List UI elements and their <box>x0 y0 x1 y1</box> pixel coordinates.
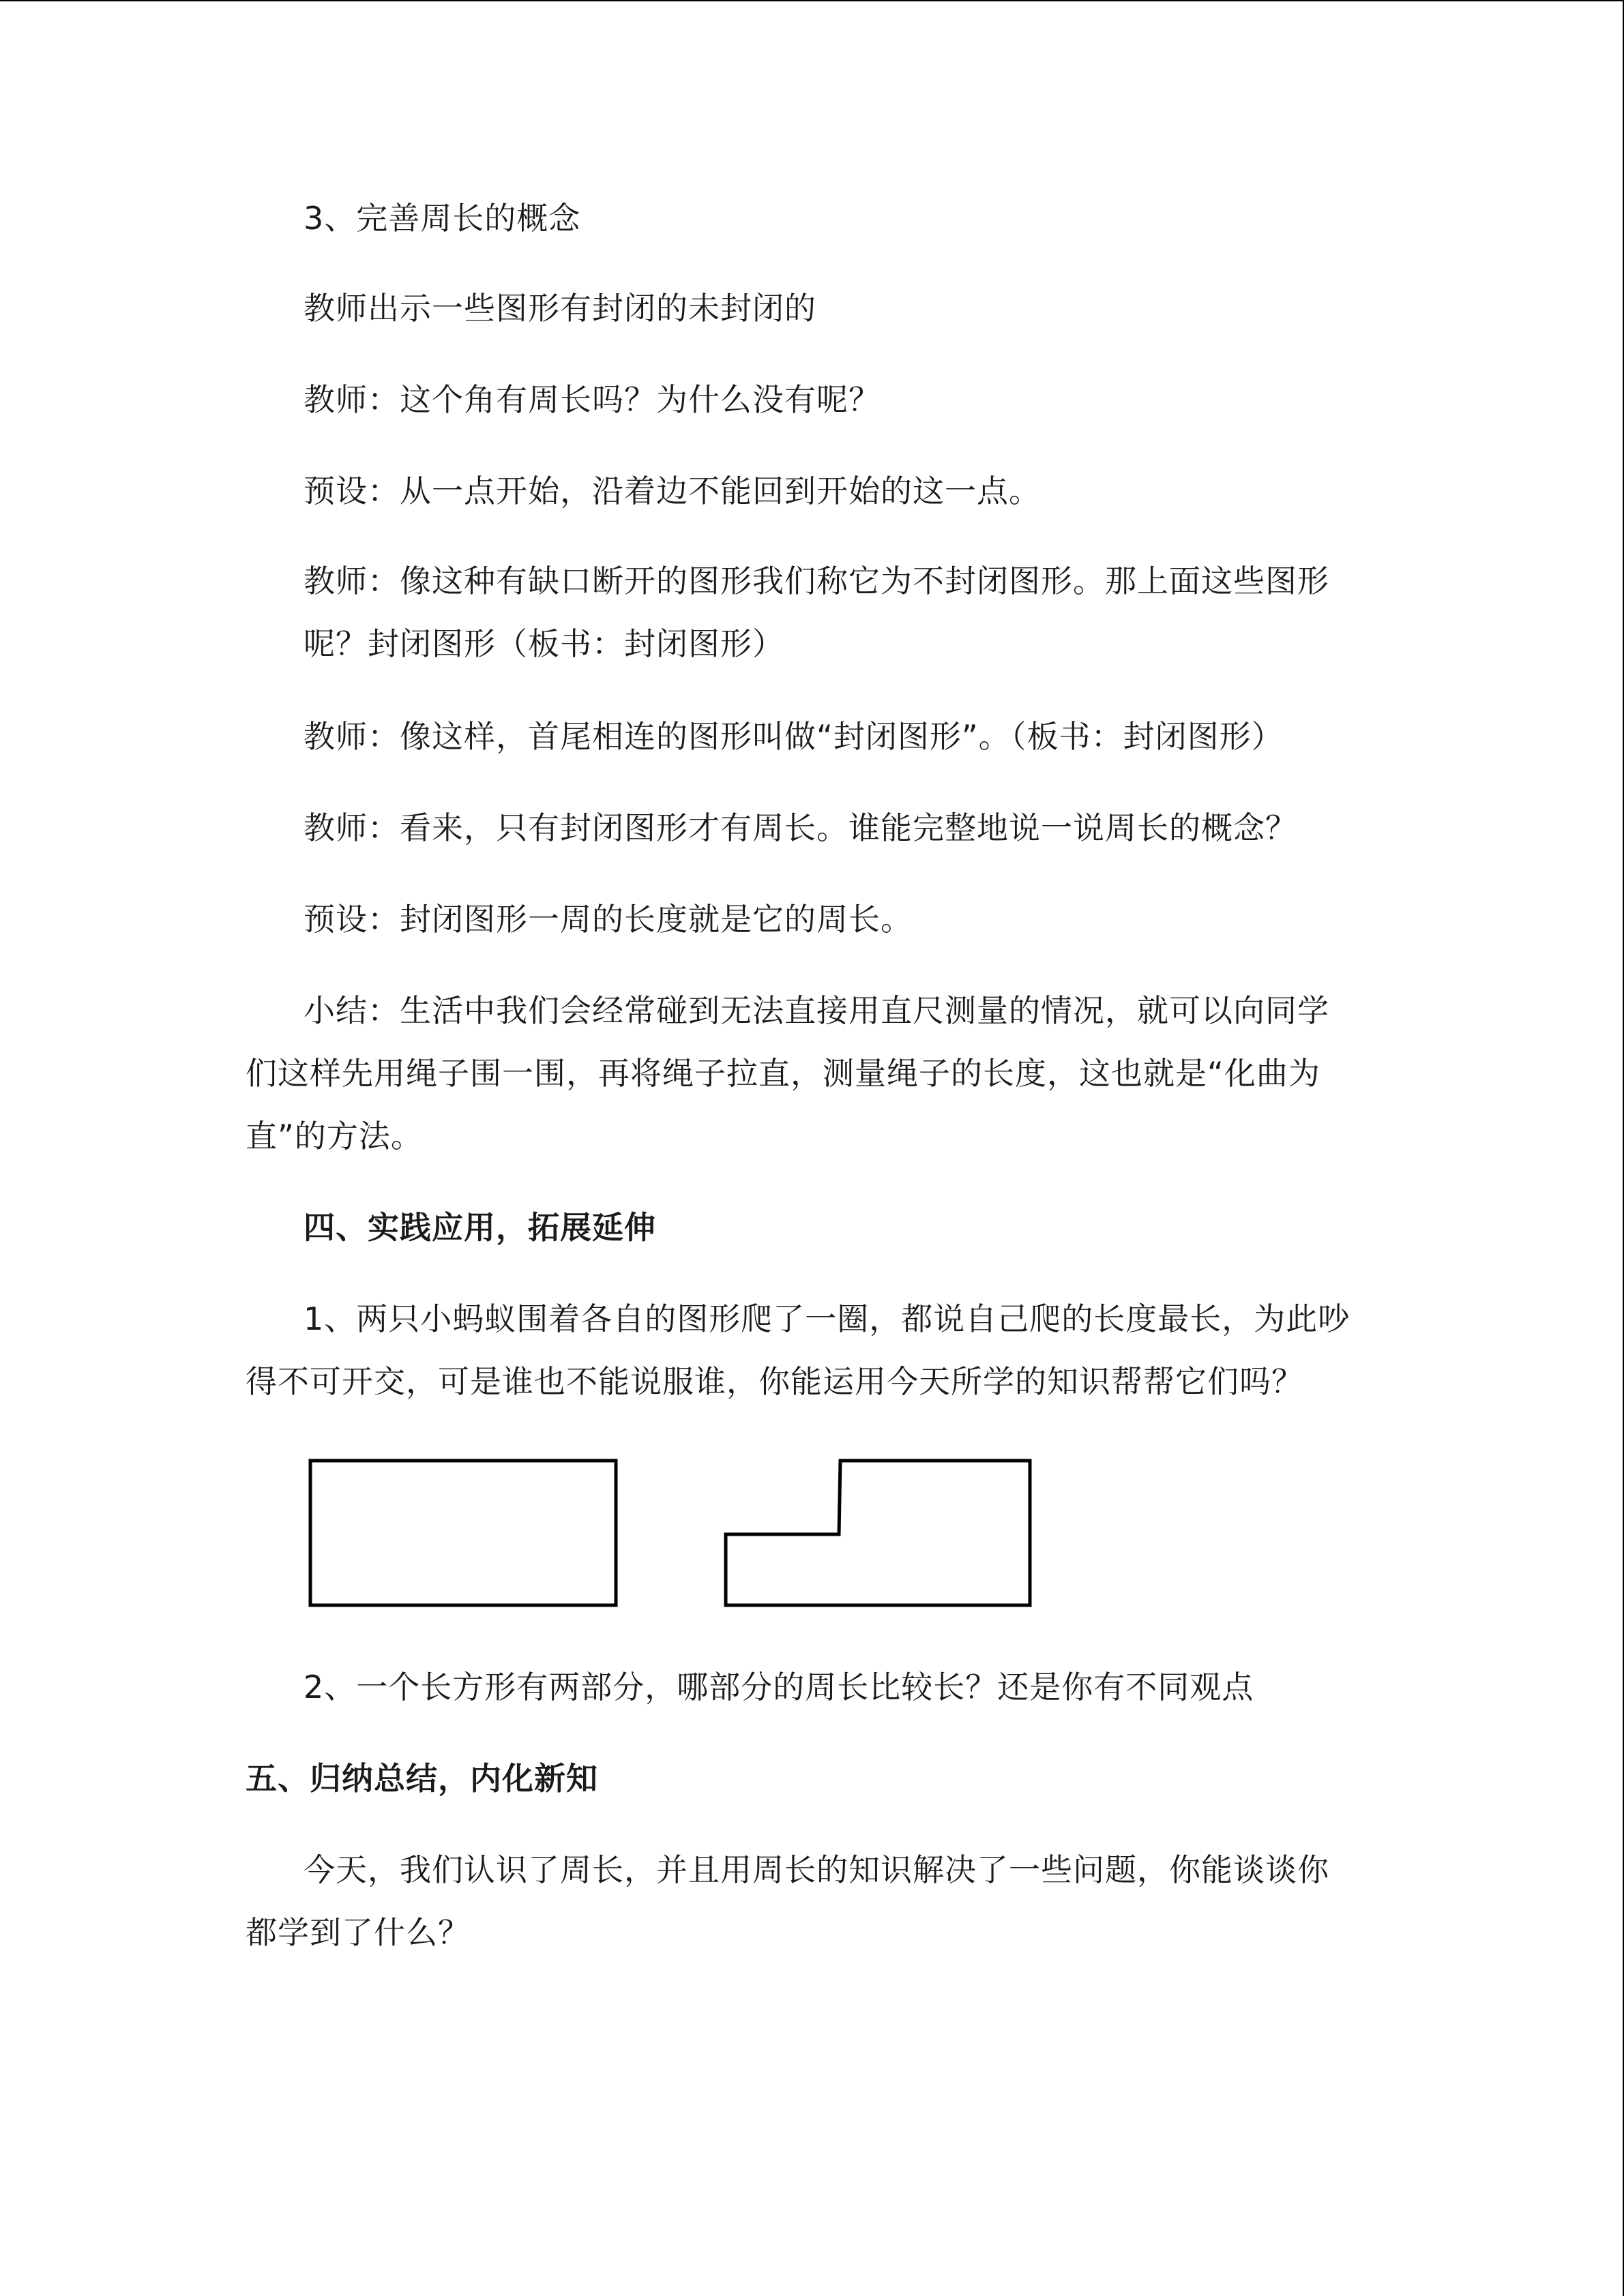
question-1: 1、两只小蚂蚁围着各自的图形爬了一圈，都说自己爬的长度最长，为此吵 <box>304 1300 1350 1337</box>
paragraph: 教师：看来，只有封闭图形才有周长。谁能完整地说一说周长的概念？ <box>304 809 1297 846</box>
page-border-top <box>0 0 1624 1</box>
perimeter-figures <box>300 1446 1050 1616</box>
paragraph: 预设：从一点开始，沿着边不能回到开始的这一点。 <box>304 473 1041 509</box>
paragraph: 教师：像这样，首尾相连的图形叫做“封闭图形”。（板书：封闭图形） <box>304 718 1284 755</box>
l-shape-figure <box>726 1461 1030 1605</box>
question-2: 2、一个长方形有两部分，哪部分的周长比较长？还是你有不同观点 <box>304 1669 1254 1705</box>
section4-heading: 四、实践应用，拓展延伸 <box>304 1209 656 1246</box>
summary-paragraph: 们这样先用绳子围一围，再将绳子拉直，测量绳子的长度，这也就是“化曲为 <box>246 1055 1320 1092</box>
paragraph: 今天，我们认识了周长，并且用周长的知识解决了一些问题，你能谈谈你 <box>304 1851 1329 1888</box>
summary-paragraph: 直”的方法。 <box>246 1118 423 1154</box>
paragraph: 预设：封闭图形一周的长度就是它的周长。 <box>304 901 913 938</box>
paragraph: 教师：这个角有周长吗？为什么没有呢？ <box>304 381 881 418</box>
question-1: 得不可开交，可是谁也不能说服谁，你能运用今天所学的知识帮帮它们吗？ <box>246 1363 1303 1400</box>
paragraph: 都学到了什么？ <box>246 1914 470 1951</box>
summary-paragraph: 小结：生活中我们会经常碰到无法直接用直尺测量的情况，就可以向同学 <box>304 992 1329 1029</box>
paragraph: 教师：像这种有缺口断开的图形我们称它为不封闭图形。那上面这些图形 <box>304 563 1329 599</box>
paragraph: 呢？封闭图形（板书：封闭图形） <box>304 625 784 662</box>
rectangle-figure <box>310 1461 616 1605</box>
paragraph: 教师出示一些图形有封闭的未封闭的 <box>304 290 816 327</box>
section3-heading: 3、完善周长的概念 <box>304 200 581 237</box>
section5-heading: 五、归纳总结，内化新知 <box>246 1760 598 1797</box>
